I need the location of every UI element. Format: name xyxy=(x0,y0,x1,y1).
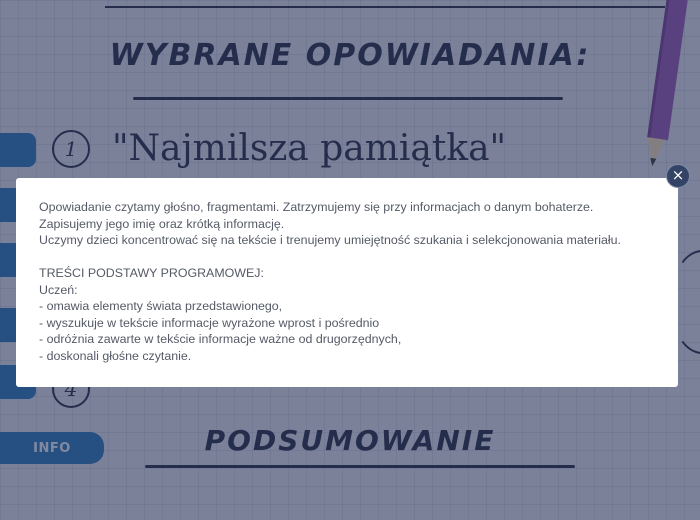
modal-list-item: - odróżnia zawarte w tekście informacje ważne od drugorzędnych, xyxy=(39,332,402,346)
close-icon[interactable]: × xyxy=(666,164,690,188)
modal-list-item: - doskonali głośne czytanie. xyxy=(39,348,192,363)
info-modal xyxy=(16,178,678,387)
modal-list-item: - omawia elementy świata przedstawionego, xyxy=(39,299,283,313)
modal-section-title: TREŚCI PODSTAWY PROGRAMOWEJ: xyxy=(39,266,264,280)
modal-paragraph-2: Uczymy dzieci koncentrować się na tekście i trenujemy umiejętność szukania i selekcjonowania materiału. xyxy=(39,233,621,247)
modal-subtitle: Uczeń: xyxy=(39,282,78,297)
modal-list-item: - wyszukuje w tekście informacje wyrażone wprost i pośrednio xyxy=(39,315,380,330)
modal-paragraph-1: Opowiadanie czytamy głośno, fragmentami. Zatrzymujemy się przy informacjach o danym bohaterze. Zapisujemy jego imię oraz krótką informację. xyxy=(39,200,594,231)
